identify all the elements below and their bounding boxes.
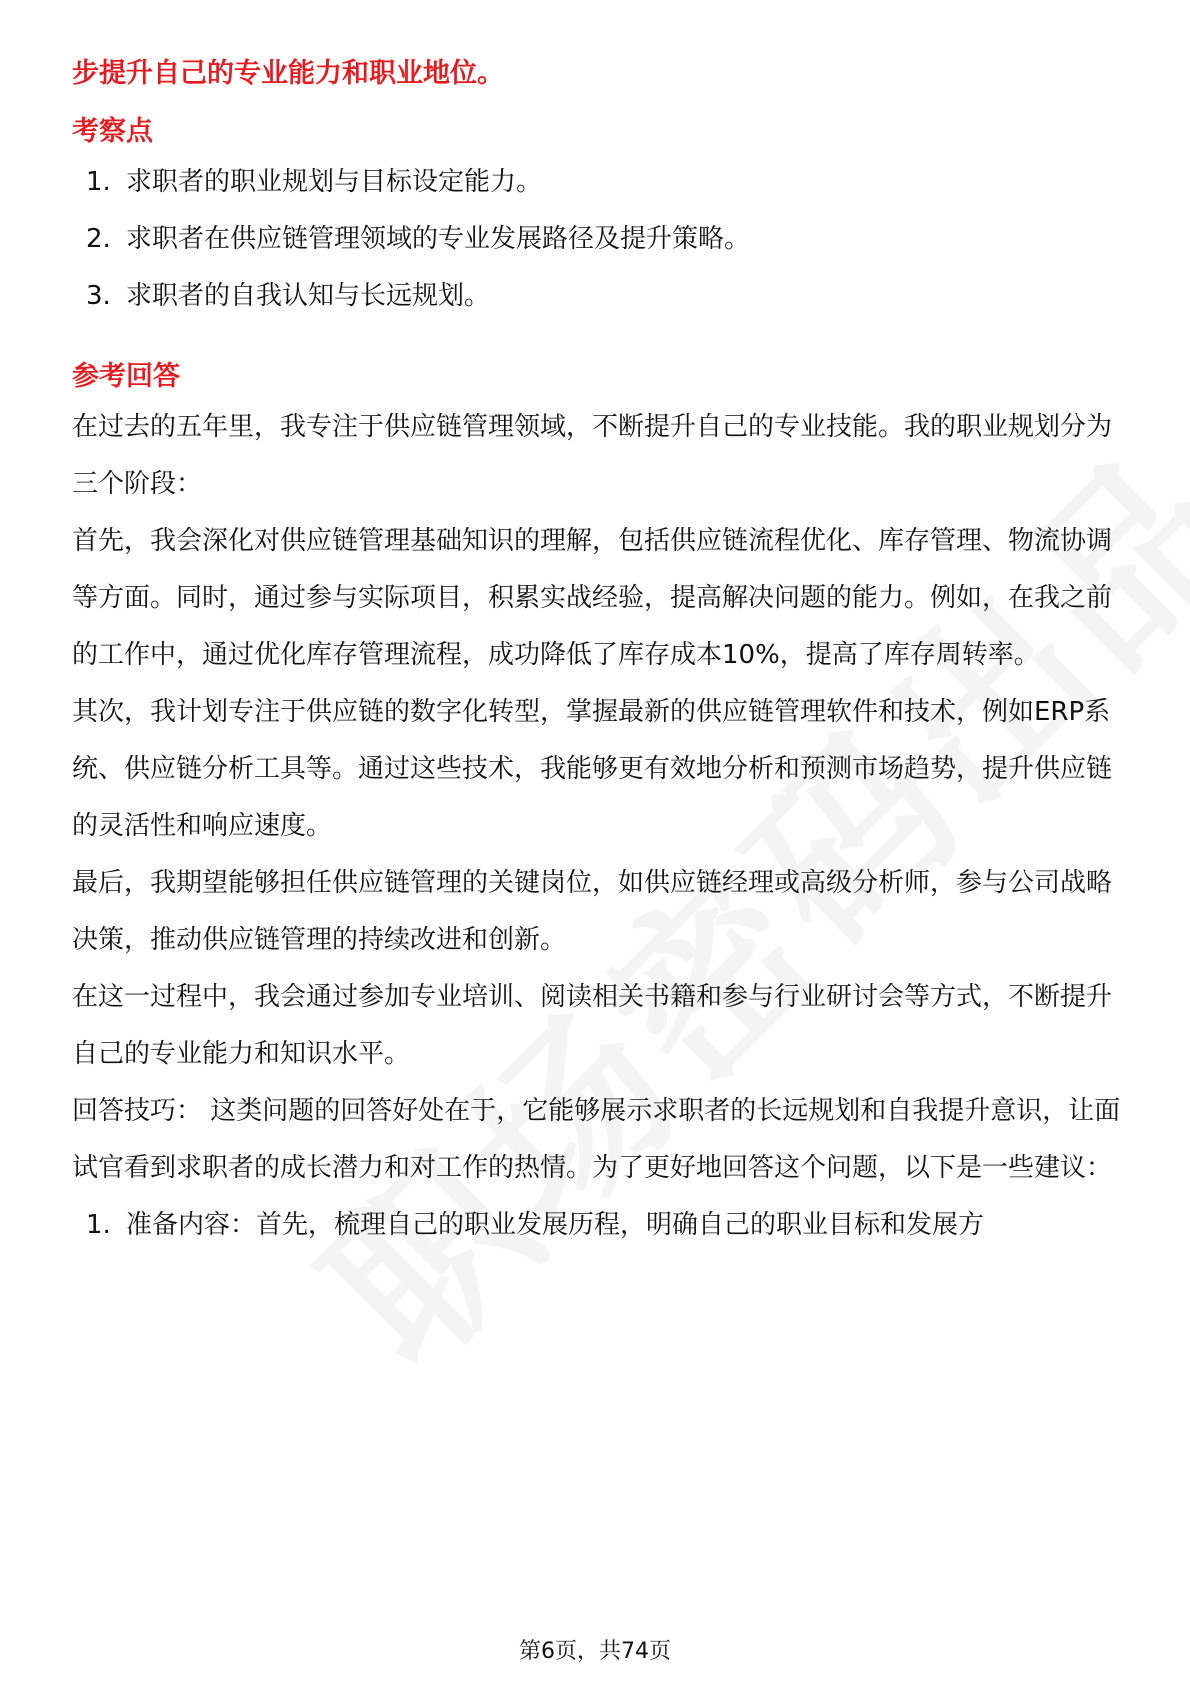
answer-paragraph: 在过去的五年里，我专注于供应链管理领域，不断提升自己的专业技能。我的职业规划分为三个阶段：: [72, 412, 1113, 499]
section-title-kaochadian: 考察点: [72, 116, 153, 147]
list-item-number: 3.: [86, 281, 111, 311]
answer-paragraph: 首先，我会深化对供应链管理基础知识的理解，包括供应链流程优化、库存管理、物流协调等方面。同时，通过参与实际项目，积累实战经验，提高解决问题的能力。例如，在我之前的工作中，通过优化库存管理流程，成功降低了库存成本10%，提高了库存周转率。: [72, 526, 1113, 670]
heading-continued: 步提升自己的专业能力和职业地位。: [72, 58, 504, 89]
list-item-number: 1.: [86, 167, 111, 197]
list-item-number: 2.: [86, 224, 111, 254]
list-item-text: 准备内容：首先，梳理自己的职业发展历程，明确自己的职业目标和发展方: [126, 1210, 985, 1240]
list-item: [72, 154, 1122, 211]
list-item-text: 求职者的职业规划与目标设定能力。: [126, 167, 543, 197]
document-content: [72, 52, 1122, 1254]
page-footer: 第6页，共74页: [519, 1639, 671, 1664]
list-item: [72, 268, 1122, 325]
answer-paragraph: 其次，我计划专注于供应链的数字化转型，掌握最新的供应链管理软件和技术，例如ERP系统、供应链分析工具等。通过这些技术，我能够更有效地分析和预测市场趋势，提升供应链的灵活性和响应速度。: [72, 697, 1113, 841]
list-item-number: 1.: [86, 1210, 111, 1240]
list-item: [72, 1197, 1122, 1254]
list-item-text: 求职者在供应链管理领域的专业发展路径及提升策略。: [126, 224, 751, 254]
answer-tips-paragraph: 回答技巧： 这类问题的回答好处在于，它能够展示求职者的长远规划和自我提升意识，让面试官看到求职者的成长潜力和对工作的热情。为了更好地回答这个问题，以下是一些建议：: [72, 1096, 1121, 1183]
answer-paragraph: 最后，我期望能够担任供应链管理的关键岗位，如供应链经理或高级分析师，参与公司战略决策，推动供应链管理的持续改进和创新。: [72, 868, 1113, 955]
list-item-text: 求职者的自我认知与长远规划。: [126, 281, 491, 311]
tips-list: [72, 1197, 1122, 1254]
kaochadian-list: [72, 154, 1122, 325]
answer-paragraph: 在这一过程中，我会通过参加专业培训、阅读相关书籍和参与行业研讨会等方式，不断提升自己的专业能力和知识水平。: [72, 982, 1113, 1069]
list-item: [72, 211, 1122, 268]
section-title-cankao-huida: 参考回答: [72, 361, 180, 392]
